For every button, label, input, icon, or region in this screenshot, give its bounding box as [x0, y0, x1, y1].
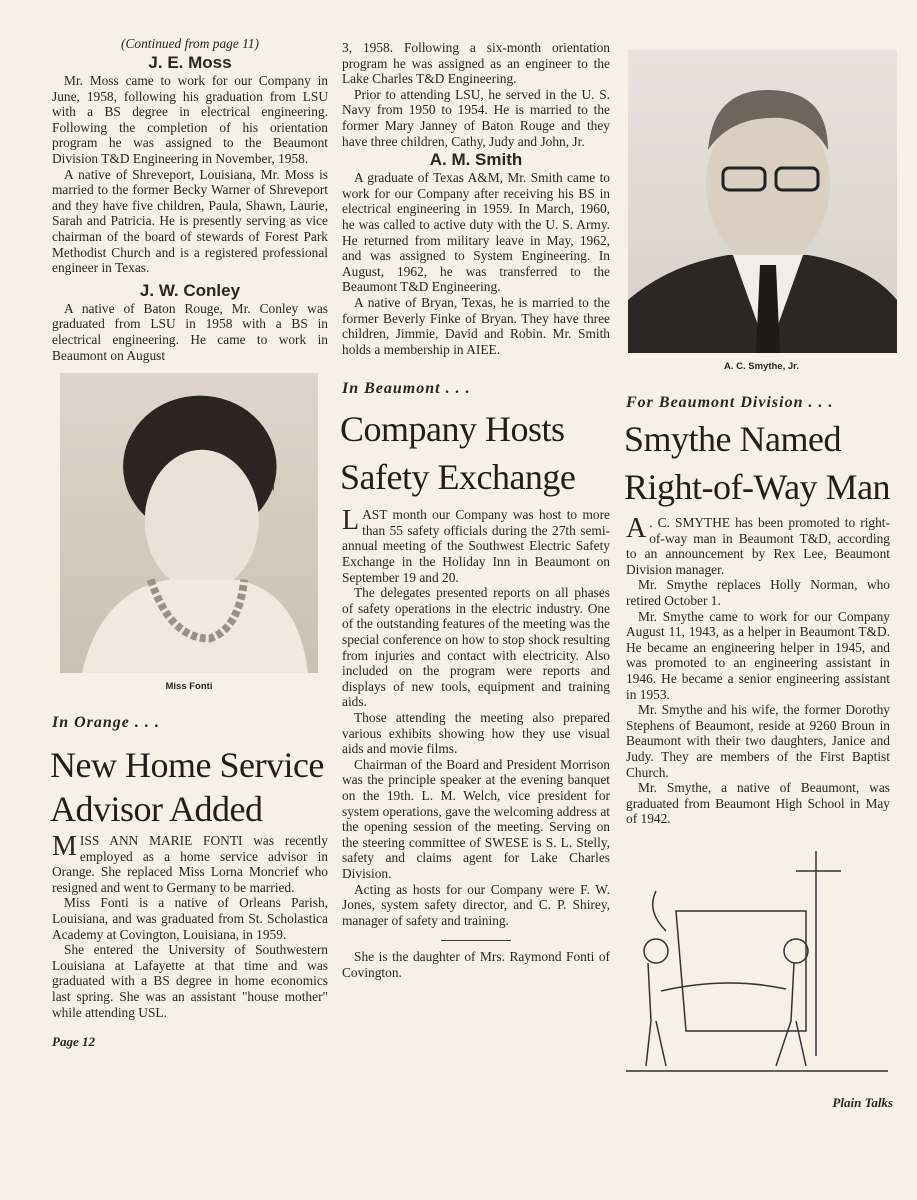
moss-paragraph: A native of Shreveport, Louisiana, Mr. Moss is married to the former Becky Warner of Shreveport and they have five children, Paula, Shawn, Laurie, Sarah and Patricia. He is presently serving as vice chairman of the board of stewards of Forest Park Methodist Church and is a registered professional engineer in Texas.: [52, 166, 328, 276]
moss-heading: J. E. Moss: [148, 53, 232, 72]
smythe-headline-line1: Smythe Named: [624, 419, 841, 459]
smythe-paragraph: Mr. Smythe, a native of Beaumont, was graduated from Beaumont High School in May of 1942.: [626, 780, 890, 827]
orange-kicker: In Orange . . .: [52, 714, 160, 732]
fonti-caption: Miss Fonti: [165, 681, 213, 693]
conley-paragraph: 3, 1958. Following a six-month orientation program he was assigned as an engineer to the Lake Charles T&D Engineering.: [342, 40, 610, 87]
drop-cap: A: [626, 513, 647, 544]
fonti-headline-line2: Advisor Added: [50, 789, 263, 830]
smith-heading: A. M. Smith: [429, 150, 523, 170]
conley-heading: J. W. Conley: [139, 280, 241, 300]
safety-headline-line1: Company Hosts: [340, 409, 565, 450]
safety-paragraph: Acting as hosts for our Company were F. W. Jones, system safety director, and C. P. Shirey, manager of safety and training.: [342, 881, 610, 928]
smythe-caption: A. C. Smythe, Jr.: [724, 361, 799, 372]
fonti-photo: [60, 373, 318, 673]
page-number: Page 12: [52, 1034, 95, 1050]
fonti-headline-line1: New Home Service: [50, 745, 324, 786]
fonti-paragraph: ISS ANN MARIE FONTI was recently employed as a home service advisor in Orange. She replaced Miss Lorna Moncrief who resigned and went to Germany to be married.: [52, 833, 328, 895]
smythe-paragraph: Mr. Smythe came to work for our Company August 11, 1943, as a helper in Beaumont T&D. He became an engineering helper in 1945, and was promoted to an engineering assistant in 1946. He became a senior engineering assistant in 1953.: [626, 608, 890, 702]
left-column: [52, 36, 328, 1050]
continued-note: (Continued from page 11): [121, 36, 259, 51]
division-kicker: For Beaumont Division . . .: [626, 394, 834, 411]
fonti-paragraph: She entered the University of Southwestern Louisiana at Lafayette at that time and was graduated with a BS degree in home economics last spring. She was an assistant "house mother" while attending USL.: [52, 942, 328, 1020]
middle-column: [342, 40, 610, 981]
smythe-paragraph: Mr. Smythe replaces Holly Norman, who retired October 1.: [626, 577, 890, 608]
divider-rule: [441, 940, 511, 941]
linemen-cartoon-illustration: [626, 841, 888, 1081]
safety-headline-line2: Safety Exchange: [340, 457, 576, 498]
safety-paragraph: The delegates presented reports on all phases of safety operations in the electric industry. One of the outstanding features of the meeting was the special conference on how to stop shock resulting from injuries and contact with electricity. Also included on the program were reports and displays of new tools, equipment and training aids.: [342, 585, 610, 710]
safety-paragraph: Those attending the meeting also prepared various exhibits showing how they use visual aids and movie films.: [342, 710, 610, 757]
smythe-photo: [628, 50, 897, 353]
beaumont-kicker: In Beaumont . . .: [342, 380, 471, 398]
smythe-paragraph: Mr. Smythe and his wife, the former Dorothy Stephens of Beaumont, reside at 9260 Broun in Beaumont with their two daughters, Janice and Judy. They are members of the First Baptist Church.: [626, 702, 890, 780]
conley-paragraph: Prior to attending LSU, he served in the U. S. Navy from 1950 to 1954. He is married to the former Mary Janney of Baton Rouge and they have three children, Cathy, Judy and John, Jr.: [342, 86, 610, 149]
right-column: [626, 50, 897, 1111]
fonti-paragraph: Miss Fonti is a native of Orleans Parish, Louisiana, and was graduated from St. Scholastica Academy at Covington, Louisiana, in 1959.: [52, 895, 328, 942]
safety-paragraph: Chairman of the Board and President Morrison was the principle speaker at the evening banquet on the 19th. L. M. Welch, vice president for system operations, gave the welcoming address at the opening session of the meeting. Serving on the steering committee of SWESE is S. L. Stelly, safety and claims agent for Lake Charles Division.: [342, 756, 610, 881]
publication-name: Plain Talks: [832, 1094, 893, 1110]
drop-cap: M: [52, 831, 77, 863]
moss-paragraph: Mr. Moss came to work for our Company in June, 1958, following his graduation from LSU with a BS degree in electrical engineering. Following the completion of his orientation program he was assigned to the Beaumont Division T&D Engineering in November, 1958.: [52, 73, 328, 166]
drop-cap: L: [342, 505, 360, 537]
smith-paragraph: A native of Bryan, Texas, he is married to the former Beverly Finke of Bryan. They have three children, Jimmie, David and Robin. Mr. Smith holds a membership in AIEE.: [342, 294, 610, 357]
safety-paragraph: AST month our Company was host to more than 55 safety officials during the 27th semi-annual meeting of the Southwest Electric Safety Exchange in the Holiday Inn in Beaumont on September 19 and 20.: [342, 507, 610, 585]
smythe-paragraph: . C. SMYTHE has been promoted to right-of-way man in Beaumont T&D, according to an announcement by Rex Lee, Beaumont Division manager.: [626, 515, 890, 577]
smith-paragraph: A graduate of Texas A&M, Mr. Smith came to work for our Company after receiving his BS in electrical engineering in 1959. In March, 1960, he was called to active duty with the U. S. Army. He returned from military leave in May, 1962, and was assigned to System Engineering. In August, 1962, he was transferred to the Beaumont T&D Engineering.: [342, 170, 610, 295]
fonti-continued-paragraph: She is the daughter of Mrs. Raymond Fonti of Covington.: [342, 949, 610, 980]
conley-paragraph: A native of Baton Rouge, Mr. Conley was graduated from LSU in 1958 with a BS in electrical engineering. He came to work in Beaumont on August: [52, 300, 328, 363]
smythe-headline-line2: Right-of-Way Man: [624, 467, 891, 507]
